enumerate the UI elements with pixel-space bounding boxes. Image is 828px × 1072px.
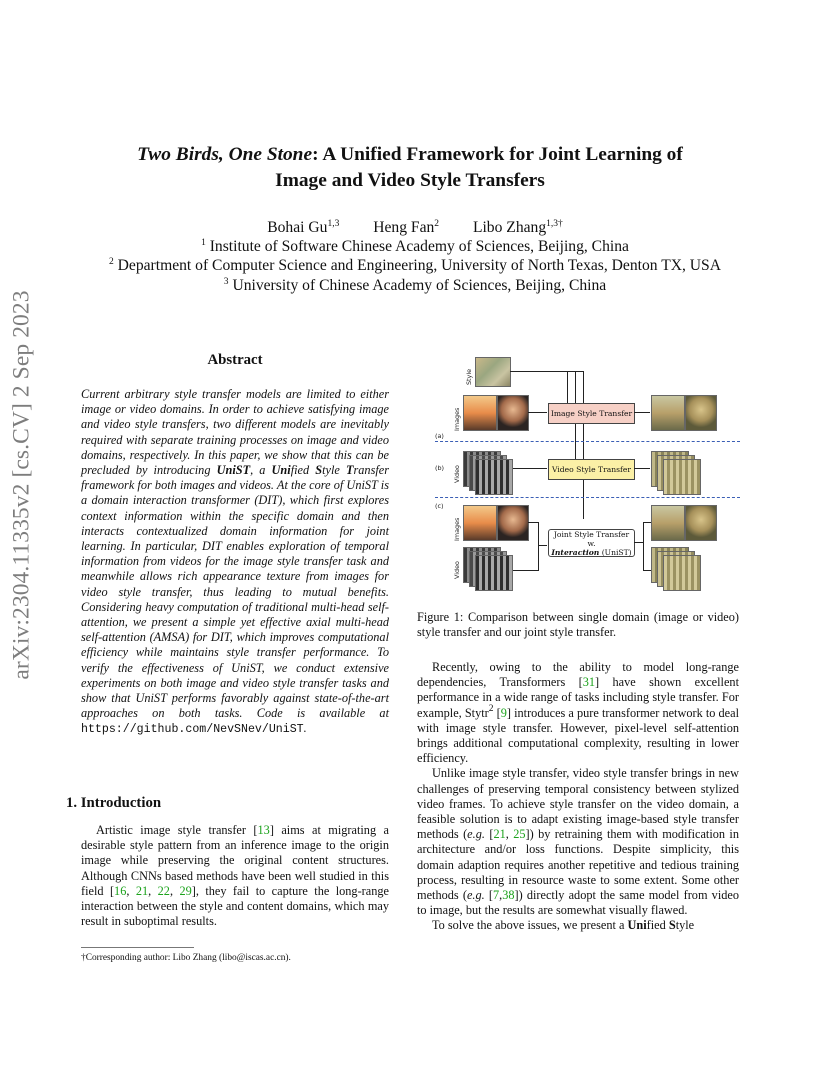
section-heading-introduction: 1. Introduction — [66, 795, 162, 811]
arrow-line — [513, 570, 538, 571]
video-frames — [475, 459, 513, 495]
citation[interactable]: 9 — [500, 705, 507, 720]
arrow-line — [634, 468, 650, 469]
content-image-bridge — [463, 505, 497, 541]
paragraph: To solve the above issues, we present a Unified Style — [432, 918, 695, 933]
arrow-line — [513, 468, 547, 469]
citation[interactable]: 13 — [257, 823, 270, 837]
label-images-a: Images — [453, 407, 461, 431]
label-images-c: Images — [453, 517, 461, 541]
citation[interactable]: 21 — [135, 883, 149, 898]
figure-1 — [415, 355, 740, 600]
citation[interactable]: 31 — [582, 675, 596, 690]
citation[interactable]: 7 — [492, 888, 500, 903]
abstract-text: Current arbitrary style transfer models are limited to either image or video domains. In order to achieve satisfying image and video style transfers, two different models are inevitably required with separate training processes on image and video domains, respectively. In this paper, we show that this can be precluded by introducing UniST, a Unified Style Transfer framework for both images and videos. At the core of UniST is a domain interaction transformer (DIT), which first explores context information within the specific domain and then interacts contextualized domain information for joint learning. In particular, DIT enables exploration of temporal information from videos for the image style transfer task and meanwhile allows rich appearance texture from images for video style transfer, thus leading to mutual benefits. Considering heavy computation of traditional multi-head self-attention, we present a simple yet effective axial multi-head self-attention (AMSA) for DIT, which improves computational efficiency while maintains style transfer performance. To verify the effectiveness of UniST, we conduct extensive experiments on both image and video style transfer tasks and show that UniST performs favorably against state-of-the-art approaches on both tasks. Code is available at https://github.com/NevSNev/UniST. — [81, 387, 390, 737]
arrow-line — [538, 522, 539, 571]
affiliation-3: $^3$ University of Chinese Academy of Sciences, Beijing, China — [223, 276, 607, 294]
box-video-style-transfer: Video Style Transfer — [548, 459, 635, 480]
paragraph: Recently, owing to the ability to model long-range dependencies, Transformers [31] have shown excellent performance in a wide range of tasks including style transfer. For example, Stytr$^2$ [9] introduces a pure transformer network to deal with image style transfer. However, pixel-level self-attention brings additional computational complexity, resulting in lower efficiency. — [417, 660, 740, 766]
citation[interactable]: 22 — [157, 883, 170, 898]
arrow-line — [538, 545, 547, 546]
author-3: Libo Zhang$^{1,3\dagger}$ — [472, 219, 563, 236]
output-video-frames — [663, 459, 701, 495]
arrow-line — [528, 522, 538, 523]
author-block — [60, 218, 770, 295]
author-names — [60, 218, 770, 237]
arrow-line — [643, 570, 651, 571]
code-link[interactable]: https://github.com/NevSNev/UniST — [81, 723, 304, 737]
content-image-portrait — [497, 395, 529, 431]
title-italic: Two Birds, One Stone — [137, 144, 313, 165]
abstract-heading: Abstract — [207, 352, 263, 368]
arrow-line — [643, 522, 651, 523]
video-frames — [475, 555, 513, 591]
right-column-text — [417, 660, 739, 934]
box-image-style-transfer: Image Style Transfer — [548, 403, 635, 424]
output-image-portrait — [685, 395, 717, 431]
box-joint-style-transfer: Joint Style Transfer w. Interaction (UniST) — [548, 529, 635, 557]
citation[interactable]: 16 — [114, 883, 127, 898]
figure-caption: Figure 1: Comparison between single domain (image or video) style transfer and our joint style transfer. — [417, 610, 739, 640]
author-2: Heng Fan$^2$ — [373, 219, 440, 236]
author-1: Bohai Gu$^{1,3}$ — [267, 219, 340, 236]
affiliation-2: $^2$ Department of Computer Science and Engineering, University of North Texas, Denton TX, USA — [109, 257, 721, 275]
arrow-line — [567, 371, 568, 407]
citation[interactable]: 29 — [179, 883, 192, 898]
paragraph: Unlike image style transfer, video style transfer brings in new challenges of preserving temporal consistency between stylized video frames. To achieve style transfer on the video domain, a feasible solution is to adapt existing image-based style transfer methods (e.g. [21, 25]) by retraining them with modification in architecture and/or loss functions. Despite simplicity, this domain adaption requires another repetitive and tedious training process, resulting in resource waste to some extent. Some other methods (e.g. [7,38]) directly adopt the same model from video to image, but the results are somewhat visually flawed. — [417, 766, 739, 918]
output-image-bridge — [651, 395, 685, 431]
intro-paragraph: Artistic image style transfer [13] aims at migrating a desirable style pattern from an inference image to the origin image while preserving the original content structures. Although CNNs based methods have been well studied in this field [16, 21, 22, 29], they fail to capture the long-range interaction between the style and content domains, which may result in suboptimal results. — [81, 823, 389, 929]
output-video-frames — [663, 555, 701, 591]
title-line2: Image and Video Style Transfers — [275, 170, 545, 191]
citation[interactable]: 21 — [493, 827, 506, 842]
citation[interactable]: 25 — [513, 827, 526, 842]
separator — [435, 441, 740, 442]
paper-title — [60, 142, 760, 194]
arxiv-id: arXiv:2304.11335v2 [cs.CV] 2 Sep 2023 — [8, 290, 35, 680]
content-image-portrait — [497, 505, 529, 541]
citation[interactable]: 38 — [502, 888, 515, 903]
arxiv-sidebar-stamp — [0, 0, 52, 1072]
label-a: (a) — [435, 432, 444, 440]
label-b: (b) — [435, 464, 445, 472]
label-video-c: Video — [453, 561, 461, 579]
footnote-rule — [81, 947, 194, 948]
label-c: (c) — [435, 502, 444, 510]
label-style: Style — [465, 368, 473, 385]
style-image — [475, 357, 511, 387]
arrow-line — [634, 412, 650, 413]
separator — [435, 497, 740, 498]
arrow-line — [510, 371, 584, 372]
arrow-line — [634, 542, 643, 543]
label-video-b: Video — [453, 465, 461, 483]
affiliation-1: $^1$ Institute of Software Chinese Academy of Sciences, Beijing, China — [201, 238, 629, 256]
title-line1-rest: : A Unified Framework for Joint Learning of — [312, 144, 683, 165]
output-image-bridge — [651, 505, 685, 541]
arrow-line — [643, 522, 644, 571]
arrow-line — [528, 412, 547, 413]
output-image-portrait — [685, 505, 717, 541]
footnote: †Corresponding author: Libo Zhang (libo@iscas.ac.cn). — [81, 953, 291, 963]
content-image-bridge — [463, 395, 497, 431]
